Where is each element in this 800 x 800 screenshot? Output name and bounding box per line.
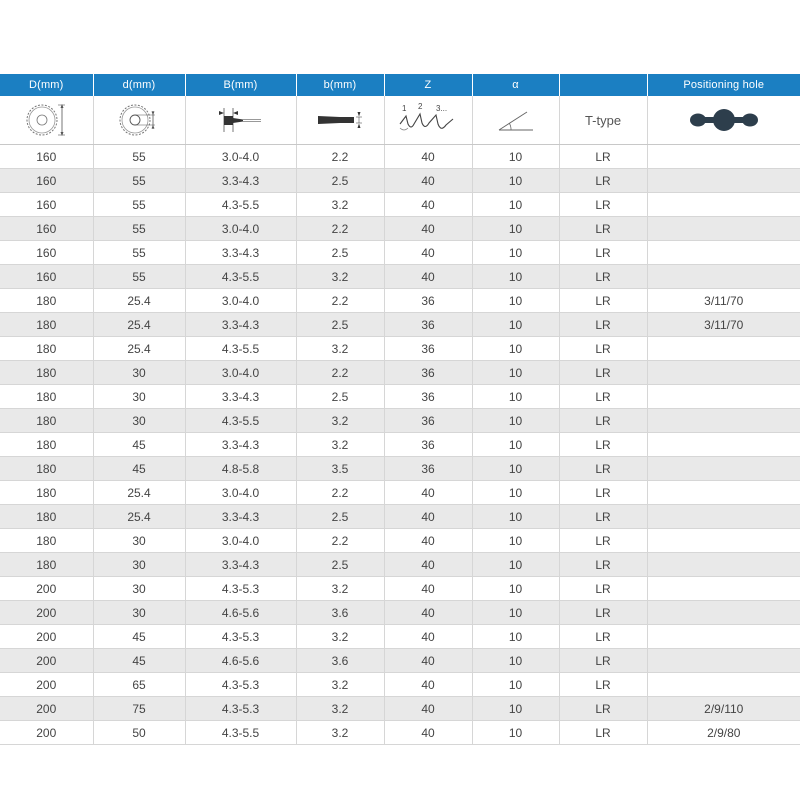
header-angle: α	[472, 74, 559, 96]
cell-kerf-width: 4.3-5.5	[185, 193, 296, 217]
table-row	[0, 241, 800, 265]
icon-cell	[472, 96, 559, 145]
positioning-hole-icon	[684, 100, 764, 140]
cell-teeth-count: 40	[384, 241, 472, 265]
cell-positioning-hole	[647, 577, 800, 601]
cell-outer-diameter: 200	[0, 721, 93, 745]
cell-teeth-count: 40	[384, 649, 472, 673]
cell-outer-diameter: 180	[0, 313, 93, 337]
header-row	[0, 74, 800, 96]
header-tooth-type	[559, 74, 647, 96]
cell-positioning-hole: 3/11/70	[647, 289, 800, 313]
cell-bore-diameter: 55	[93, 193, 185, 217]
cell-positioning-hole	[647, 649, 800, 673]
cell-positioning-hole	[647, 529, 800, 553]
cell-body-thickness: 3.2	[296, 433, 384, 457]
cell-bore-diameter: 45	[93, 457, 185, 481]
cell-tooth-type: LR	[559, 649, 647, 673]
cell-tooth-type: LR	[559, 481, 647, 505]
cell-teeth-count: 40	[384, 217, 472, 241]
cell-tooth-type: LR	[559, 673, 647, 697]
cell-bore-diameter: 45	[93, 625, 185, 649]
cell-kerf-width: 3.3-4.3	[185, 313, 296, 337]
cell-bore-diameter: 55	[93, 265, 185, 289]
cell-body-thickness: 2.5	[296, 241, 384, 265]
cell-angle: 10	[472, 721, 559, 745]
cell-bore-diameter: 45	[93, 649, 185, 673]
icon-cell	[93, 96, 185, 145]
cell-kerf-width: 4.3-5.3	[185, 673, 296, 697]
cell-body-thickness: 3.2	[296, 193, 384, 217]
table-row	[0, 649, 800, 673]
cell-teeth-count: 40	[384, 265, 472, 289]
cell-teeth-count: 40	[384, 481, 472, 505]
cell-kerf-width: 4.3-5.5	[185, 337, 296, 361]
cell-teeth-count: 40	[384, 625, 472, 649]
cell-bore-diameter: 30	[93, 553, 185, 577]
cell-angle: 10	[472, 481, 559, 505]
header-body-thickness: b(mm)	[296, 74, 384, 96]
cell-tooth-type: LR	[559, 601, 647, 625]
cell-body-thickness: 3.2	[296, 577, 384, 601]
cell-kerf-width: 4.3-5.5	[185, 721, 296, 745]
cell-tooth-type: LR	[559, 553, 647, 577]
table-row	[0, 529, 800, 553]
cell-body-thickness: 2.2	[296, 481, 384, 505]
cell-outer-diameter: 160	[0, 193, 93, 217]
cell-positioning-hole	[647, 673, 800, 697]
tooth-number: 2	[418, 102, 423, 111]
cell-positioning-hole: 3/11/70	[647, 313, 800, 337]
cell-tooth-type: LR	[559, 505, 647, 529]
table-row	[0, 625, 800, 649]
cell-outer-diameter: 180	[0, 385, 93, 409]
cell-angle: 10	[472, 433, 559, 457]
tooth-type-label: T-type	[559, 96, 647, 145]
cell-positioning-hole	[647, 625, 800, 649]
table-row	[0, 721, 800, 745]
cell-positioning-hole	[647, 337, 800, 361]
icon-cell	[0, 96, 93, 145]
cell-outer-diameter: 180	[0, 361, 93, 385]
cell-body-thickness: 2.2	[296, 289, 384, 313]
cell-kerf-width: 4.8-5.8	[185, 457, 296, 481]
cell-body-thickness: 2.5	[296, 505, 384, 529]
cell-body-thickness: 2.2	[296, 529, 384, 553]
cell-outer-diameter: 200	[0, 673, 93, 697]
cell-angle: 10	[472, 241, 559, 265]
cell-positioning-hole	[647, 265, 800, 289]
cell-positioning-hole: 2/9/110	[647, 697, 800, 721]
cell-bore-diameter: 55	[93, 241, 185, 265]
cell-positioning-hole	[647, 457, 800, 481]
cell-tooth-type: LR	[559, 241, 647, 265]
header-teeth-count: Z	[384, 74, 472, 96]
cell-outer-diameter: 180	[0, 529, 93, 553]
cell-outer-diameter: 200	[0, 625, 93, 649]
cell-kerf-width: 3.0-4.0	[185, 529, 296, 553]
cell-teeth-count: 36	[384, 457, 472, 481]
cell-angle: 10	[472, 265, 559, 289]
cell-angle: 10	[472, 697, 559, 721]
cell-outer-diameter: 160	[0, 265, 93, 289]
cell-angle: 10	[472, 625, 559, 649]
cell-body-thickness: 3.2	[296, 409, 384, 433]
cell-bore-diameter: 30	[93, 577, 185, 601]
cell-angle: 10	[472, 457, 559, 481]
cell-kerf-width: 4.3-5.5	[185, 409, 296, 433]
cell-kerf-width: 4.6-5.6	[185, 601, 296, 625]
cell-bore-diameter: 30	[93, 361, 185, 385]
cell-bore-diameter: 25.4	[93, 481, 185, 505]
cell-outer-diameter: 160	[0, 217, 93, 241]
cell-tooth-type: LR	[559, 289, 647, 313]
cell-angle: 10	[472, 505, 559, 529]
cell-bore-diameter: 25.4	[93, 337, 185, 361]
tooth-number: 1	[402, 104, 407, 113]
cell-body-thickness: 3.2	[296, 697, 384, 721]
cell-kerf-width: 4.6-5.6	[185, 649, 296, 673]
cell-tooth-type: LR	[559, 145, 647, 169]
cell-body-thickness: 2.5	[296, 313, 384, 337]
header-kerf-width: B(mm)	[185, 74, 296, 96]
cell-angle: 10	[472, 553, 559, 577]
cell-outer-diameter: 180	[0, 505, 93, 529]
cell-bore-diameter: 30	[93, 385, 185, 409]
cell-teeth-count: 40	[384, 193, 472, 217]
cell-positioning-hole	[647, 433, 800, 457]
cell-kerf-width: 4.3-5.3	[185, 625, 296, 649]
table-row	[0, 481, 800, 505]
table-row	[0, 169, 800, 193]
cell-teeth-count: 40	[384, 529, 472, 553]
cell-bore-diameter: 50	[93, 721, 185, 745]
cell-outer-diameter: 200	[0, 649, 93, 673]
table-row	[0, 217, 800, 241]
cell-teeth-count: 40	[384, 673, 472, 697]
cell-tooth-type: LR	[559, 361, 647, 385]
cell-body-thickness: 2.5	[296, 553, 384, 577]
cell-body-thickness: 2.2	[296, 361, 384, 385]
cell-tooth-type: LR	[559, 433, 647, 457]
cell-outer-diameter: 160	[0, 145, 93, 169]
saw-blade-bore-diameter-icon	[115, 100, 163, 140]
cell-positioning-hole	[647, 241, 800, 265]
cell-bore-diameter: 25.4	[93, 505, 185, 529]
cell-teeth-count: 36	[384, 289, 472, 313]
cell-positioning-hole	[647, 505, 800, 529]
saw-blade-spec-table	[0, 74, 800, 745]
cell-bore-diameter: 30	[93, 601, 185, 625]
cell-tooth-type: LR	[559, 265, 647, 289]
cell-angle: 10	[472, 385, 559, 409]
cell-angle: 10	[472, 193, 559, 217]
cell-kerf-width: 3.3-4.3	[185, 433, 296, 457]
cell-bore-diameter: 55	[93, 217, 185, 241]
table-row	[0, 409, 800, 433]
table-row	[0, 577, 800, 601]
table-row	[0, 313, 800, 337]
cell-kerf-width: 3.0-4.0	[185, 361, 296, 385]
cell-positioning-hole	[647, 601, 800, 625]
cell-kerf-width: 3.0-4.0	[185, 481, 296, 505]
table-row	[0, 289, 800, 313]
cell-angle: 10	[472, 289, 559, 313]
icon-cell	[647, 96, 800, 145]
cell-teeth-count: 40	[384, 601, 472, 625]
cell-body-thickness: 2.2	[296, 217, 384, 241]
cell-angle: 10	[472, 529, 559, 553]
cell-kerf-width: 3.0-4.0	[185, 217, 296, 241]
cell-positioning-hole	[647, 553, 800, 577]
cell-body-thickness: 3.2	[296, 337, 384, 361]
cell-body-thickness: 3.2	[296, 721, 384, 745]
cell-tooth-type: LR	[559, 457, 647, 481]
cell-angle: 10	[472, 217, 559, 241]
cell-bore-diameter: 25.4	[93, 313, 185, 337]
cell-outer-diameter: 180	[0, 481, 93, 505]
cell-teeth-count: 36	[384, 313, 472, 337]
cell-bore-diameter: 25.4	[93, 289, 185, 313]
cell-tooth-type: LR	[559, 193, 647, 217]
cell-outer-diameter: 180	[0, 337, 93, 361]
cell-tooth-type: LR	[559, 529, 647, 553]
cell-positioning-hole	[647, 361, 800, 385]
cell-positioning-hole	[647, 193, 800, 217]
cell-body-thickness: 2.2	[296, 145, 384, 169]
table-row	[0, 337, 800, 361]
kerf-width-icon	[211, 100, 271, 140]
header-bore-diameter: d(mm)	[93, 74, 185, 96]
cell-teeth-count: 36	[384, 409, 472, 433]
cell-teeth-count: 40	[384, 721, 472, 745]
table-row	[0, 385, 800, 409]
cell-kerf-width: 3.0-4.0	[185, 289, 296, 313]
cell-kerf-width: 3.3-4.3	[185, 169, 296, 193]
table-row	[0, 673, 800, 697]
cell-tooth-type: LR	[559, 577, 647, 601]
cell-angle: 10	[472, 145, 559, 169]
cell-outer-diameter: 180	[0, 409, 93, 433]
cell-tooth-type: LR	[559, 697, 647, 721]
cell-outer-diameter: 200	[0, 601, 93, 625]
cell-body-thickness: 2.5	[296, 385, 384, 409]
cell-angle: 10	[472, 409, 559, 433]
table-row	[0, 265, 800, 289]
cell-angle: 10	[472, 337, 559, 361]
cell-angle: 10	[472, 649, 559, 673]
table-row	[0, 193, 800, 217]
table-row	[0, 505, 800, 529]
cell-tooth-type: LR	[559, 721, 647, 745]
cell-outer-diameter: 180	[0, 433, 93, 457]
cell-teeth-count: 36	[384, 361, 472, 385]
cell-angle: 10	[472, 169, 559, 193]
saw-blade-outer-diameter-icon	[22, 100, 70, 140]
cell-angle: 10	[472, 601, 559, 625]
cell-tooth-type: LR	[559, 409, 647, 433]
icon-row	[0, 96, 800, 145]
cell-positioning-hole	[647, 169, 800, 193]
cell-body-thickness: 3.2	[296, 265, 384, 289]
cell-angle: 10	[472, 577, 559, 601]
cell-body-thickness: 3.2	[296, 673, 384, 697]
cell-teeth-count: 40	[384, 145, 472, 169]
cell-body-thickness: 3.5	[296, 457, 384, 481]
cell-positioning-hole	[647, 481, 800, 505]
cell-teeth-count: 36	[384, 385, 472, 409]
cell-outer-diameter: 180	[0, 457, 93, 481]
cell-positioning-hole	[647, 385, 800, 409]
cell-kerf-width: 3.3-4.3	[185, 505, 296, 529]
cell-body-thickness: 3.2	[296, 625, 384, 649]
cell-teeth-count: 36	[384, 433, 472, 457]
cell-teeth-count: 40	[384, 169, 472, 193]
table-row	[0, 553, 800, 577]
icon-cell	[185, 96, 296, 145]
cell-kerf-width: 3.3-4.3	[185, 385, 296, 409]
table-row	[0, 697, 800, 721]
cell-teeth-count: 40	[384, 577, 472, 601]
table-row	[0, 145, 800, 169]
cell-outer-diameter: 160	[0, 169, 93, 193]
table-row	[0, 457, 800, 481]
cell-tooth-type: LR	[559, 385, 647, 409]
tooth-number: 3...	[436, 104, 448, 113]
cell-bore-diameter: 55	[93, 169, 185, 193]
angle-icon	[491, 100, 541, 140]
cell-tooth-type: LR	[559, 169, 647, 193]
cell-bore-diameter: 75	[93, 697, 185, 721]
header-positioning-hole: Positioning hole	[647, 74, 800, 96]
table-row	[0, 361, 800, 385]
cell-teeth-count: 40	[384, 553, 472, 577]
cell-body-thickness: 3.6	[296, 601, 384, 625]
cell-tooth-type: LR	[559, 313, 647, 337]
icon-cell	[384, 96, 472, 145]
cell-kerf-width: 4.3-5.3	[185, 697, 296, 721]
cell-positioning-hole	[647, 145, 800, 169]
header-outer-diameter: D(mm)	[0, 74, 93, 96]
cell-bore-diameter: 30	[93, 409, 185, 433]
cell-bore-diameter: 55	[93, 145, 185, 169]
cell-positioning-hole: 2/9/80	[647, 721, 800, 745]
cell-kerf-width: 4.3-5.5	[185, 265, 296, 289]
cell-outer-diameter: 160	[0, 241, 93, 265]
cell-outer-diameter: 180	[0, 553, 93, 577]
body-thickness-icon	[310, 100, 370, 140]
cell-angle: 10	[472, 361, 559, 385]
cell-outer-diameter: 200	[0, 577, 93, 601]
cell-angle: 10	[472, 673, 559, 697]
table-row	[0, 601, 800, 625]
cell-outer-diameter: 200	[0, 697, 93, 721]
cell-tooth-type: LR	[559, 337, 647, 361]
cell-kerf-width: 3.0-4.0	[185, 145, 296, 169]
cell-positioning-hole	[647, 217, 800, 241]
cell-teeth-count: 40	[384, 505, 472, 529]
cell-teeth-count: 40	[384, 697, 472, 721]
cell-bore-diameter: 30	[93, 529, 185, 553]
table-row	[0, 433, 800, 457]
cell-bore-diameter: 45	[93, 433, 185, 457]
cell-body-thickness: 2.5	[296, 169, 384, 193]
cell-kerf-width: 3.3-4.3	[185, 241, 296, 265]
cell-teeth-count: 36	[384, 337, 472, 361]
cell-tooth-type: LR	[559, 217, 647, 241]
icon-cell	[296, 96, 384, 145]
cell-kerf-width: 4.3-5.3	[185, 577, 296, 601]
cell-tooth-type: LR	[559, 625, 647, 649]
teeth-count-icon	[396, 100, 460, 140]
cell-positioning-hole	[647, 409, 800, 433]
cell-angle: 10	[472, 313, 559, 337]
cell-outer-diameter: 180	[0, 289, 93, 313]
cell-kerf-width: 3.3-4.3	[185, 553, 296, 577]
cell-bore-diameter: 65	[93, 673, 185, 697]
cell-body-thickness: 3.6	[296, 649, 384, 673]
